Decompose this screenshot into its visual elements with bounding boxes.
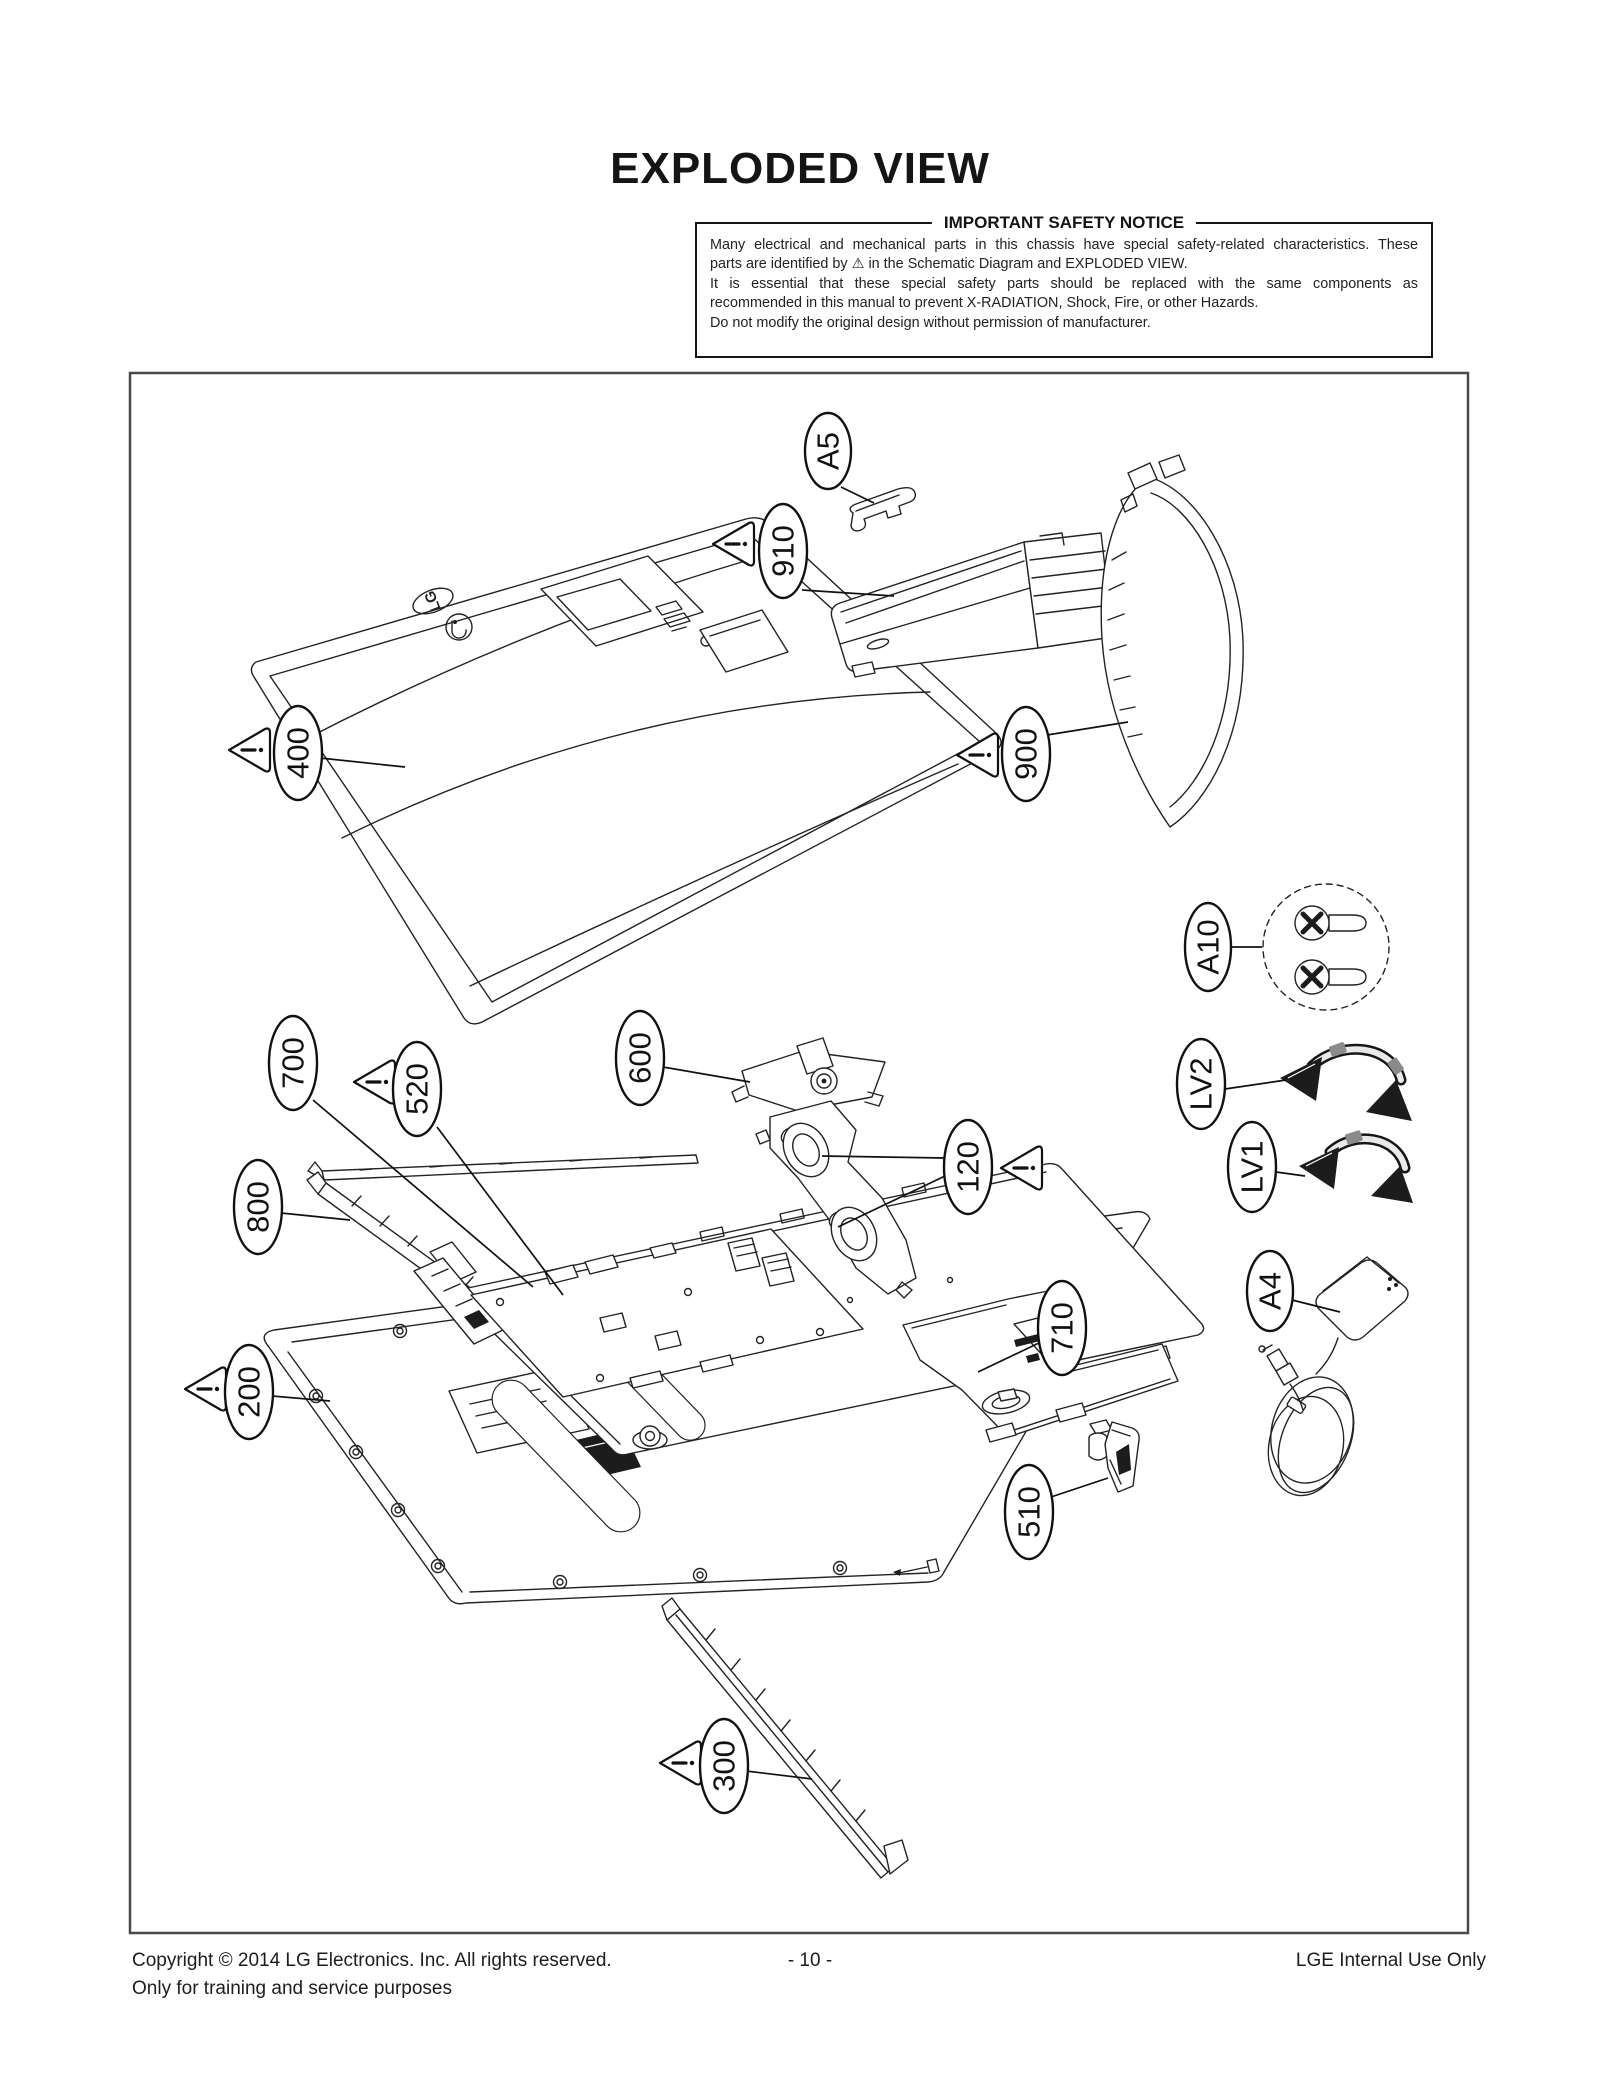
svg-text:510: 510 (1011, 1486, 1047, 1538)
notice-line: Many electrical and mechanical parts in this chassis have special safety-related characteristics. These (710, 237, 1418, 253)
svg-text:400: 400 (280, 727, 316, 779)
part-clip (850, 488, 915, 531)
svg-text:900: 900 (1008, 728, 1044, 780)
svg-text:A5: A5 (810, 432, 846, 470)
callout-600 (616, 1011, 750, 1105)
page-number: - 10 - (787, 1950, 833, 1971)
warning-triangle-icon (185, 1368, 226, 1411)
callout-a10 (1185, 903, 1262, 991)
part-stand-neck (831, 533, 1113, 677)
page-title: EXPLODED VIEW (610, 144, 990, 193)
callout-510 (1005, 1465, 1108, 1559)
svg-text:LV1: LV1 (1234, 1140, 1270, 1194)
svg-text:LV2: LV2 (1183, 1057, 1219, 1111)
svg-text:520: 520 (399, 1063, 435, 1115)
part-cable-lv2 (1280, 1042, 1412, 1121)
warning-triangle-icon (354, 1061, 395, 1104)
svg-text:200: 200 (231, 1366, 267, 1418)
callout-lv1 (1228, 1122, 1305, 1212)
safety-notice-title: IMPORTANT SAFETY NOTICE (932, 213, 1196, 233)
part-top-bar (308, 1155, 698, 1180)
notice-line: Do not modify the original design without permission of manufacturer. (710, 314, 1151, 331)
svg-text:700: 700 (275, 1037, 311, 1089)
svg-text:600: 600 (622, 1032, 658, 1084)
part-bottom-bar (662, 1598, 908, 1878)
part-cable-lv1 (1299, 1130, 1413, 1203)
footer-internal-use: LGE Internal Use Only (1295, 1950, 1486, 1971)
svg-text:910: 910 (765, 525, 801, 577)
part-screws (1263, 884, 1389, 1010)
footer-copyright: Copyright © 2014 LG Electronics. Inc. All rights reserved. (132, 1950, 612, 1971)
svg-text:LG: LG (421, 588, 445, 614)
svg-text:800: 800 (240, 1181, 276, 1233)
notice-line: parts are identified by ⚠ in the Schematic Diagram and EXPLODED VIEW. (710, 256, 1188, 273)
callout-lv2 (1177, 1039, 1286, 1129)
callout-a5 (805, 413, 874, 503)
part-hinge-bracket (732, 1038, 885, 1111)
warning-triangle-icon (229, 729, 270, 772)
svg-text:A4: A4 (1252, 1272, 1288, 1310)
notice-line: It is essential that these special safety parts should be replaced with the same components as (710, 275, 1418, 292)
svg-text:120: 120 (950, 1141, 986, 1193)
svg-text:710: 710 (1044, 1302, 1080, 1354)
footer-training-note: Only for training and service purposes (132, 1978, 452, 1999)
svg-text:300: 300 (706, 1740, 742, 1792)
part-stand-cover (1101, 455, 1243, 827)
warning-triangle-icon (660, 1742, 701, 1785)
notice-line: recommended in this manual to prevent X-RADIATION, Shock, Fire, or other Hazards. (710, 295, 1259, 312)
svg-text:A10: A10 (1190, 919, 1226, 975)
